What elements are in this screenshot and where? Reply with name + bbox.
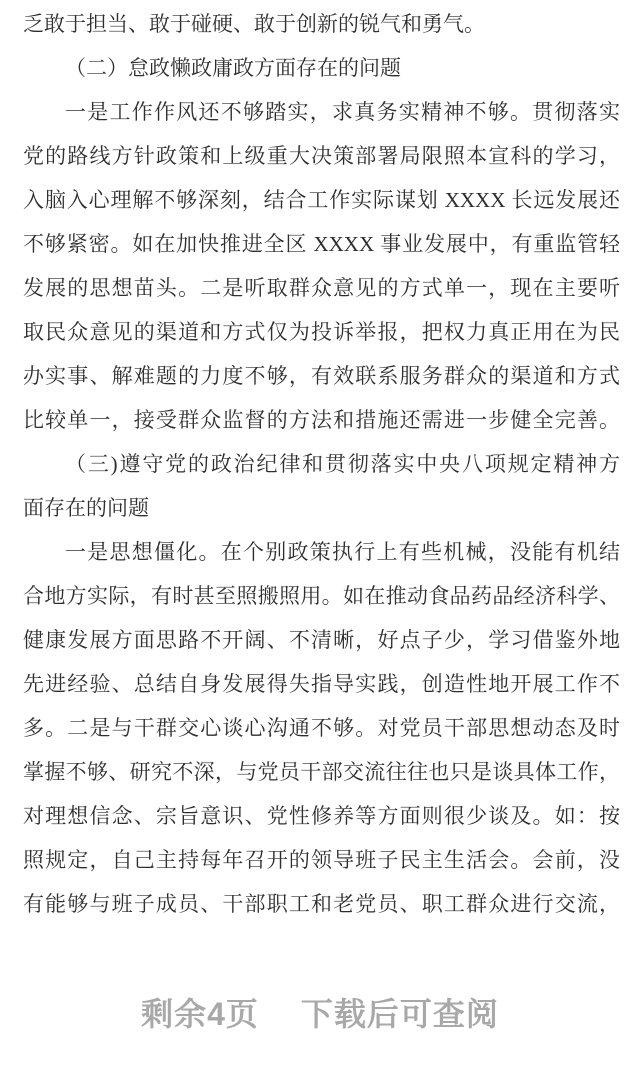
paragraph-line: 对理想信念、宗旨意识、党性修养等方面则很少谈及。如：按: [23, 804, 620, 828]
paragraph-line: 掌握不够、研究不深，与党员干部交流往往也只是谈具体工作，: [23, 760, 620, 784]
pages-remaining-label: 剩余4页: [141, 996, 259, 1032]
paragraph-line: 党的路线方针政策和上级重大决策部署局限照本宣科的学习，: [23, 144, 620, 168]
download-hint-label: 下载后可查阅: [300, 996, 499, 1032]
paragraph-line: 照规定，自己主持每年召开的领导班子民主生活会。会前，没: [23, 848, 620, 872]
paragraph-line: 不够紧密。如在加快推进全区 XXXX 事业发展中，有重监管轻: [23, 232, 620, 256]
paragraph-line: 入脑入心理解不够深刻，结合工作实际谋划 XXXX 长远发展还: [23, 188, 620, 212]
paragraph-line: 比较单一，接受群众监督的方法和措施还需进一步健全完善。: [23, 408, 620, 432]
preview-footer-notice: [0, 992, 640, 1036]
section-heading-line: （二）怠政懒政庸政方面存在的问题: [65, 56, 401, 80]
paragraph-line: 健康发展方面思路不开阔、不清晰，好点子少，学习借鉴外地: [23, 628, 620, 652]
document-text-body: [23, 2, 620, 926]
paragraph-line: 发展的思想苗头。二是听取群众意见的方式单一，现在主要听: [23, 276, 620, 300]
section-heading-line: （三)遵守党的政治纪律和贯彻落实中央八项规定精神方: [65, 452, 620, 476]
paragraph-line: 先进经验、总结自身发展得失指导实践，创造性地开展工作不: [23, 672, 620, 696]
paragraph-line: 办实事、解难题的力度不够，有效联系服务群众的渠道和方式: [23, 364, 620, 388]
paragraph-line: 合地方实际，有时甚至照搬照用。如在推动食品药品经济科学、: [23, 584, 620, 608]
paragraph-line: 乏敢于担当、敢于碰硬、敢于创新的锐气和勇气。: [23, 12, 485, 36]
paragraph-line: 取民众意见的渠道和方式仅为投诉举报，把权力真正用在为民: [23, 320, 620, 344]
paragraph-line: 有能够与班子成员、干部职工和老党员、职工群众进行交流，: [23, 892, 620, 916]
paragraph-line: 一是工作作风还不够踏实，求真务实精神不够。贯彻落实: [65, 100, 620, 124]
section-heading-line: 面存在的问题: [23, 496, 149, 520]
paragraph-line: 一是思想僵化。在个别政策执行上有些机械，没能有机结: [65, 540, 620, 564]
paragraph-line: 多。二是与干群交心谈心沟通不够。对党员干部思想动态及时: [23, 716, 620, 740]
